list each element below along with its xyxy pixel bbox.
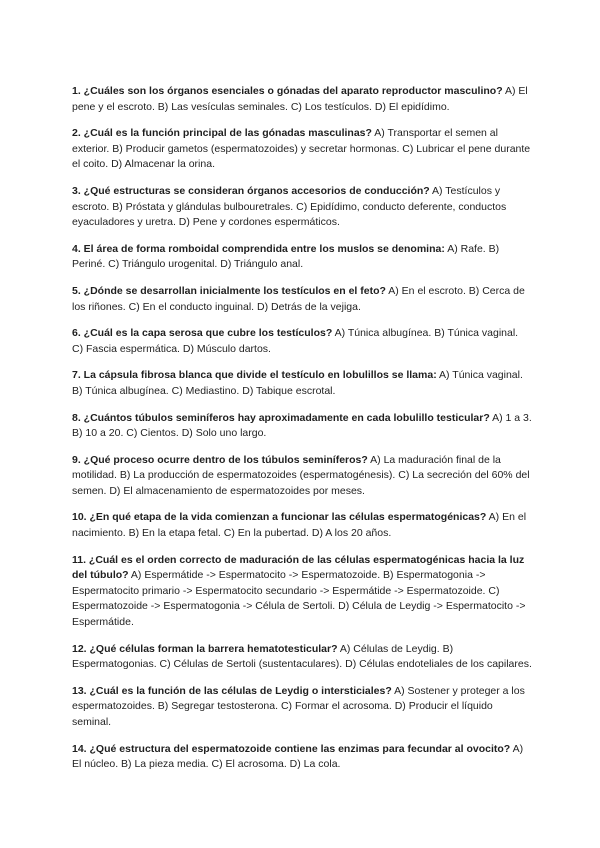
question-text: 12. ¿Qué células forman la barrera hematotesticular? bbox=[72, 642, 338, 655]
question-options: A) Sostener y proteger a los espermatozoides. B) Segregar testosterona. C) Formar el acrosoma. D) Producir el líquido seminal. bbox=[72, 684, 525, 728]
question-text: 7. La cápsula fibrosa blanca que divide el testículo en lobulillos se llama: bbox=[72, 369, 437, 382]
question-text: 11. ¿Cuál es el orden correcto de maduración de las células espermatogénicas hacia la luz del túbulo? bbox=[72, 553, 525, 582]
question-options: A) El pene y el escroto. B) Las vesículas seminales. C) Los testículos. D) El epidídimo. bbox=[72, 85, 528, 113]
question-options: A) Túnica albugínea. B) Túnica vaginal. C) Fascia espermática. D) Músculo dartos. bbox=[72, 327, 519, 355]
question-4 bbox=[72, 242, 532, 273]
question-list bbox=[72, 84, 532, 784]
question-text: 2. ¿Cuál es la función principal de las gónadas masculinas? bbox=[72, 127, 372, 140]
question-text: 13. ¿Cuál es la función de las células de Leydig o intersticiales? bbox=[72, 684, 392, 697]
question-13 bbox=[72, 684, 532, 731]
question-options: A) Espermátide -> Espermatocito -> Espermatozoide. B) Espermatogonia -> Espermatocito primario -> Espermatocito secundario -> Espermátide -> Espermatozoide. C) Espermatozoide -> Espermatogonia -> Célula de Sertoli. D) Célula de Leydig -> Espermatocito -> Espermátide. bbox=[72, 569, 526, 629]
question-options: A) Transportar el semen al exterior. B) Producir gametos (espermatozoides) y secretar hormonas. C) Lubricar el pene durante el coito. D) Almacenar la orina. bbox=[72, 127, 531, 171]
question-options: A) Testículos y escroto. B) Próstata y glándulas bulbouretrales. C) Epidídimo, conducto deferente, conductos eyaculadores y uretra. D) Pene y cordones espermáticos. bbox=[72, 184, 507, 229]
question-text: 8. ¿Cuántos túbulos seminíferos hay aproximadamente en cada lobulillo testicular? bbox=[72, 411, 490, 424]
question-14 bbox=[72, 742, 532, 773]
question-6 bbox=[72, 326, 532, 357]
question-text: 3. ¿Qué estructuras se consideran órganos accesorios de conducción? bbox=[72, 184, 430, 197]
question-text: 14. ¿Qué estructura del espermatozoide contiene las enzimas para fecundar al ovocito? bbox=[72, 742, 511, 755]
question-1 bbox=[72, 84, 532, 115]
question-12 bbox=[72, 642, 532, 673]
question-text: 4. El área de forma romboidal comprendida entre los muslos se denomina: bbox=[72, 242, 445, 255]
question-8 bbox=[72, 411, 532, 442]
question-options: A) Túnica vaginal. B) Túnica albugínea. C) Mediastino. D) Tabique escrotal. bbox=[72, 369, 523, 397]
question-options: A) Células de Leydig. B) Espermatogonias. C) Células de Sertoli (sustentaculares). D) Células endoteliales de los capilares. bbox=[72, 642, 532, 671]
question-options: A) 1 a 3. B) 10 a 20. C) Cientos. D) Solo uno largo. bbox=[72, 411, 532, 440]
question-text: 6. ¿Cuál es la capa serosa que cubre los testículos? bbox=[72, 327, 333, 340]
question-options: A) El núcleo. B) La pieza media. C) El acrosoma. D) La cola. bbox=[72, 742, 524, 771]
question-3 bbox=[72, 184, 532, 231]
question-7 bbox=[72, 368, 532, 399]
question-options: A) Rafe. B) Periné. C) Triángulo urogenital. D) Triángulo anal. bbox=[72, 242, 500, 271]
question-text: 10. ¿En qué etapa de la vida comienzan a funcionar las células espermatogénicas? bbox=[72, 511, 487, 524]
question-5 bbox=[72, 284, 532, 315]
question-options: A) La maduración final de la motilidad. B) La producción de espermatozoides (espermatogénesis). C) La secreción del 60% del semen. D) El almacenamiento de espermatozoides por meses. bbox=[72, 453, 530, 497]
question-text: 1. ¿Cuáles son los órganos esenciales o gónadas del aparato reproductor masculino? bbox=[72, 85, 503, 97]
question-9 bbox=[72, 453, 532, 500]
question-text: 5. ¿Dónde se desarrollan inicialmente los testículos en el feto? bbox=[72, 284, 386, 297]
question-options: A) En el nacimiento. B) En la etapa fetal. C) En la pubertad. D) A los 20 años. bbox=[72, 511, 527, 540]
question-11 bbox=[72, 553, 532, 631]
question-options: A) En el escroto. B) Cerca de los riñones. C) En el conducto inguinal. D) Detrás de la vejiga. bbox=[72, 284, 525, 313]
question-text: 9. ¿Qué proceso ocurre dentro de los túbulos seminíferos? bbox=[72, 453, 368, 466]
question-10 bbox=[72, 510, 532, 541]
question-2 bbox=[72, 126, 532, 173]
